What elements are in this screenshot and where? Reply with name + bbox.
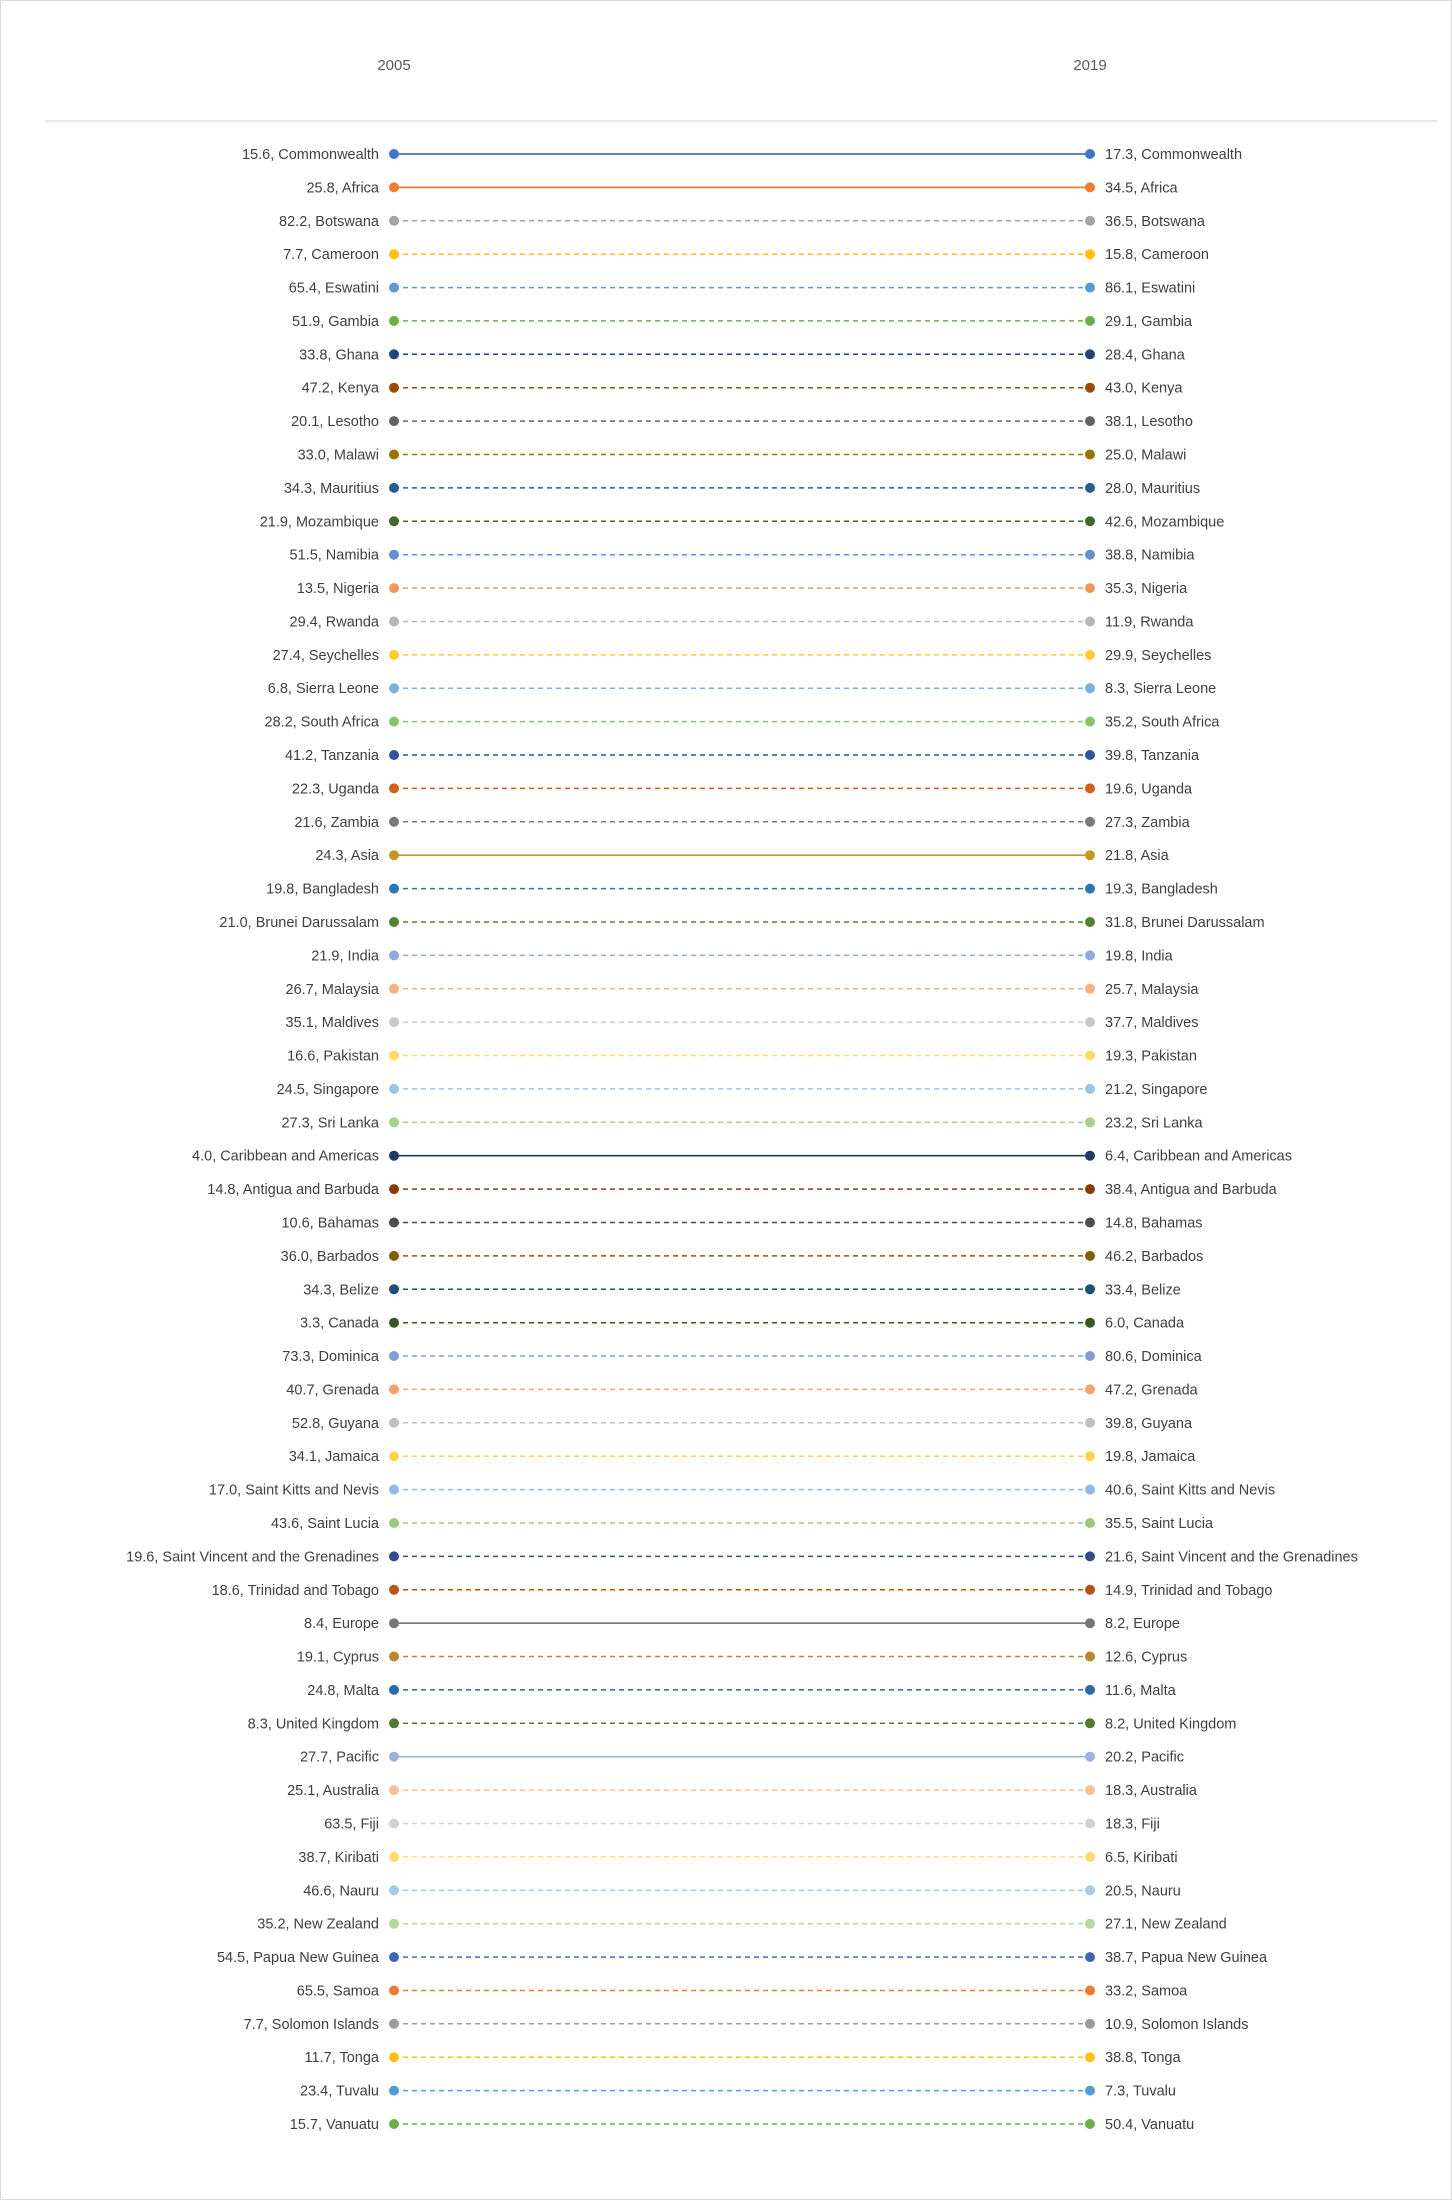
data-label-lesotho-2019: 38.1, Lesotho: [1105, 414, 1193, 431]
data-point-seychelles-2005: [389, 650, 399, 660]
data-label-south-africa-2005: 28.2, South Africa: [264, 714, 379, 731]
data-point-tuvalu-2019: [1085, 2086, 1095, 2096]
data-point-lesotho-2005: [389, 416, 399, 426]
data-label-papua-new-guinea-2005: 54.5, Papua New Guinea: [216, 1950, 379, 1967]
data-point-kenya-2019: [1085, 383, 1095, 393]
data-label-sri-lanka-2005: 27.3, Sri Lanka: [281, 1115, 379, 1132]
data-label-ghana-2005: 33.8, Ghana: [299, 347, 379, 364]
data-label-commonwealth-2005: 15.6, Commonwealth: [241, 147, 379, 163]
data-label-grenada-2005: 40.7, Grenada: [286, 1382, 379, 1399]
data-point-malta-2019: [1085, 1685, 1095, 1695]
data-point-vanuatu-2005: [389, 2119, 399, 2129]
data-point-united-kingdom-2019: [1085, 1718, 1095, 1728]
data-label-sri-lanka-2019: 23.2, Sri Lanka: [1105, 1115, 1203, 1132]
data-label-india-2019: 19.8, India: [1105, 948, 1173, 965]
data-point-india-2005: [389, 950, 399, 960]
data-point-new-zealand-2019: [1085, 1919, 1095, 1929]
data-label-solomon-islands-2005: 7.7, Solomon Islands: [243, 2016, 379, 2033]
data-point-kenya-2005: [389, 383, 399, 393]
data-point-pakistan-2019: [1085, 1051, 1095, 1061]
data-point-namibia-2005: [389, 550, 399, 560]
data-point-saint-lucia-2019: [1085, 1518, 1095, 1528]
x-tick-label-2005: 2005: [377, 57, 411, 74]
data-label-south-africa-2019: 35.2, South Africa: [1105, 714, 1220, 731]
data-point-gambia-2019: [1085, 316, 1095, 326]
data-label-jamaica-2005: 34.1, Jamaica: [288, 1449, 379, 1466]
data-point-botswana-2005: [389, 216, 399, 226]
data-point-mauritius-2019: [1085, 483, 1095, 493]
data-point-solomon-islands-2019: [1085, 2019, 1095, 2029]
data-label-lesotho-2005: 20.1, Lesotho: [291, 414, 379, 431]
data-point-malaysia-2005: [389, 984, 399, 994]
data-label-cameroon-2019: 15.8, Cameroon: [1105, 247, 1209, 264]
data-label-seychelles-2019: 29.9, Seychelles: [1105, 647, 1212, 664]
data-label-cameroon-2005: 7.7, Cameroon: [283, 247, 379, 264]
series-rows: [126, 147, 1358, 2133]
data-point-tanzania-2005: [389, 750, 399, 760]
data-label-sierra-leone-2005: 6.8, Sierra Leone: [267, 681, 379, 698]
data-point-cameroon-2019: [1085, 249, 1095, 259]
data-label-belize-2019: 33.4, Belize: [1105, 1282, 1181, 1299]
data-label-saint-kitts-and-nevis-2019: 40.6, Saint Kitts and Nevis: [1105, 1482, 1276, 1499]
data-point-pacific-2005: [389, 1752, 399, 1762]
data-point-united-kingdom-2005: [389, 1718, 399, 1728]
data-point-commonwealth-2005: [389, 149, 399, 159]
data-point-asia-2019: [1085, 850, 1095, 860]
data-label-uganda-2019: 19.6, Uganda: [1105, 781, 1193, 798]
data-point-mozambique-2019: [1085, 516, 1095, 526]
data-point-new-zealand-2005: [389, 1919, 399, 1929]
data-label-grenada-2019: 47.2, Grenada: [1105, 1382, 1198, 1399]
data-label-barbados-2019: 46.2, Barbados: [1105, 1248, 1204, 1265]
data-point-saint-lucia-2005: [389, 1518, 399, 1528]
data-label-antigua-and-barbuda-2005: 14.8, Antigua and Barbuda: [207, 1182, 379, 1199]
data-label-europe-2019: 8.2, Europe: [1105, 1616, 1180, 1633]
data-point-gambia-2005: [389, 316, 399, 326]
data-label-cyprus-2005: 19.1, Cyprus: [296, 1649, 379, 1666]
data-point-saint-vincent-and-the-grenadines-2019: [1085, 1551, 1095, 1561]
data-label-trinidad-and-tobago-2005: 18.6, Trinidad and Tobago: [211, 1582, 379, 1599]
data-label-commonwealth-2019: 17.3, Commonwealth: [1105, 147, 1243, 163]
data-label-india-2005: 21.9, India: [311, 948, 379, 965]
data-point-antigua-and-barbuda-2005: [389, 1184, 399, 1194]
data-label-botswana-2019: 36.5, Botswana: [1105, 213, 1205, 230]
data-label-dominica-2019: 80.6, Dominica: [1105, 1349, 1202, 1365]
data-point-trinidad-and-tobago-2019: [1085, 1585, 1095, 1595]
data-point-nauru-2019: [1085, 1885, 1095, 1895]
data-label-caribbean-and-americas-2005: 4.0, Caribbean and Americas: [192, 1148, 379, 1165]
data-label-vanuatu-2019: 50.4, Vanuatu: [1105, 2117, 1195, 2133]
data-label-maldives-2005: 35.1, Maldives: [285, 1015, 379, 1032]
data-label-rwanda-2019: 11.9, Rwanda: [1105, 614, 1194, 631]
data-label-bangladesh-2005: 19.8, Bangladesh: [266, 881, 379, 898]
data-label-bangladesh-2019: 19.3, Bangladesh: [1105, 881, 1218, 898]
data-label-singapore-2019: 21.2, Singapore: [1105, 1081, 1208, 1098]
data-label-solomon-islands-2019: 10.9, Solomon Islands: [1105, 2016, 1249, 2033]
data-label-guyana-2019: 39.8, Guyana: [1105, 1415, 1193, 1432]
data-point-nigeria-2005: [389, 583, 399, 593]
data-point-sierra-leone-2005: [389, 683, 399, 693]
data-point-india-2019: [1085, 950, 1095, 960]
data-point-saint-kitts-and-nevis-2005: [389, 1485, 399, 1495]
data-label-tonga-2019: 38.8, Tonga: [1105, 2050, 1181, 2067]
data-point-bahamas-2019: [1085, 1218, 1095, 1228]
data-point-samoa-2019: [1085, 1986, 1095, 1996]
data-point-solomon-islands-2005: [389, 2019, 399, 2029]
data-point-tuvalu-2005: [389, 2086, 399, 2096]
x-tick-label-2019: 2019: [1073, 57, 1107, 74]
data-label-new-zealand-2019: 27.1, New Zealand: [1105, 1916, 1227, 1933]
data-point-malawi-2005: [389, 450, 399, 460]
data-point-pacific-2019: [1085, 1752, 1095, 1762]
data-point-cyprus-2005: [389, 1652, 399, 1662]
data-point-south-africa-2005: [389, 717, 399, 727]
data-point-eswatini-2019: [1085, 283, 1095, 293]
data-label-papua-new-guinea-2019: 38.7, Papua New Guinea: [1105, 1950, 1268, 1967]
data-point-grenada-2005: [389, 1384, 399, 1394]
data-point-fiji-2005: [389, 1819, 399, 1829]
data-label-gambia-2005: 51.9, Gambia: [291, 313, 379, 330]
data-point-cyprus-2019: [1085, 1652, 1095, 1662]
data-point-samoa-2005: [389, 1986, 399, 1996]
data-label-tanzania-2005: 41.2, Tanzania: [284, 748, 379, 764]
data-point-fiji-2019: [1085, 1819, 1095, 1829]
data-label-antigua-and-barbuda-2019: 38.4, Antigua and Barbuda: [1105, 1182, 1277, 1199]
data-point-lesotho-2019: [1085, 416, 1095, 426]
data-label-fiji-2019: 18.3, Fiji: [1105, 1816, 1160, 1833]
data-point-guyana-2019: [1085, 1418, 1095, 1428]
data-point-asia-2005: [389, 850, 399, 860]
data-label-rwanda-2005: 29.4, Rwanda: [289, 614, 379, 631]
data-label-kiribati-2005: 38.7, Kiribati: [298, 1849, 379, 1866]
data-label-pacific-2019: 20.2, Pacific: [1105, 1749, 1184, 1766]
data-point-dominica-2019: [1085, 1351, 1095, 1361]
data-point-nigeria-2019: [1085, 583, 1095, 593]
data-point-cameroon-2005: [389, 249, 399, 259]
data-point-malta-2005: [389, 1685, 399, 1695]
data-label-tonga-2005: 11.7, Tonga: [304, 2050, 379, 2067]
data-label-pakistan-2019: 19.3, Pakistan: [1105, 1048, 1197, 1065]
data-point-mauritius-2005: [389, 483, 399, 493]
slope-chart: [1, 1, 1452, 2201]
data-point-nauru-2005: [389, 1885, 399, 1895]
data-point-europe-2019: [1085, 1618, 1095, 1628]
data-label-eswatini-2019: 86.1, Eswatini: [1105, 280, 1196, 297]
data-label-malaysia-2019: 25.7, Malaysia: [1105, 981, 1199, 998]
data-point-saint-kitts-and-nevis-2019: [1085, 1485, 1095, 1495]
data-label-new-zealand-2005: 35.2, New Zealand: [257, 1916, 379, 1933]
data-label-bahamas-2005: 10.6, Bahamas: [281, 1215, 379, 1232]
data-label-sierra-leone-2019: 8.3, Sierra Leone: [1105, 681, 1217, 698]
data-label-canada-2019: 6.0, Canada: [1105, 1315, 1185, 1332]
data-label-malta-2005: 24.8, Malta: [307, 1682, 379, 1699]
data-point-africa-2019: [1085, 182, 1095, 192]
data-label-zambia-2019: 27.3, Zambia: [1105, 814, 1190, 831]
data-label-pacific-2005: 27.7, Pacific: [300, 1749, 379, 1766]
data-label-gambia-2019: 29.1, Gambia: [1105, 313, 1193, 330]
data-point-sri-lanka-2005: [389, 1117, 399, 1127]
data-point-zambia-2019: [1085, 817, 1095, 827]
data-label-malta-2019: 11.6, Malta: [1105, 1682, 1176, 1699]
data-label-trinidad-and-tobago-2019: 14.9, Trinidad and Tobago: [1105, 1582, 1273, 1599]
data-label-uganda-2005: 22.3, Uganda: [291, 781, 379, 798]
data-point-papua-new-guinea-2005: [389, 1952, 399, 1962]
data-label-australia-2019: 18.3, Australia: [1105, 1783, 1197, 1800]
data-point-australia-2005: [389, 1785, 399, 1795]
data-label-samoa-2005: 65.5, Samoa: [296, 1983, 379, 2000]
data-label-eswatini-2005: 65.4, Eswatini: [288, 280, 379, 297]
data-point-malawi-2019: [1085, 450, 1095, 460]
data-label-africa-2005: 25.8, Africa: [306, 180, 379, 197]
data-point-australia-2019: [1085, 1785, 1095, 1795]
data-point-bahamas-2005: [389, 1218, 399, 1228]
data-point-tonga-2019: [1085, 2052, 1095, 2062]
data-point-sri-lanka-2019: [1085, 1117, 1095, 1127]
data-label-malaysia-2005: 26.7, Malaysia: [285, 981, 379, 998]
data-point-malaysia-2019: [1085, 984, 1095, 994]
data-label-brunei-darussalam-2005: 21.0, Brunei Darussalam: [219, 915, 379, 931]
data-label-malawi-2005: 33.0, Malawi: [297, 447, 379, 464]
data-point-namibia-2019: [1085, 550, 1095, 560]
data-point-barbados-2005: [389, 1251, 399, 1261]
data-point-belize-2005: [389, 1284, 399, 1294]
data-label-maldives-2019: 37.7, Maldives: [1105, 1015, 1199, 1032]
data-point-sierra-leone-2019: [1085, 683, 1095, 693]
data-point-rwanda-2019: [1085, 617, 1095, 627]
data-point-dominica-2005: [389, 1351, 399, 1361]
data-label-tuvalu-2005: 23.4, Tuvalu: [300, 2083, 379, 2100]
data-label-guyana-2005: 52.8, Guyana: [291, 1415, 379, 1432]
data-label-pakistan-2005: 16.6, Pakistan: [287, 1048, 379, 1065]
data-label-tuvalu-2019: 7.3, Tuvalu: [1105, 2083, 1176, 2100]
data-label-zambia-2005: 21.6, Zambia: [294, 814, 379, 831]
data-point-vanuatu-2019: [1085, 2119, 1095, 2129]
data-point-canada-2019: [1085, 1318, 1095, 1328]
data-label-nigeria-2005: 13.5, Nigeria: [296, 581, 379, 598]
data-label-united-kingdom-2019: 8.2, United Kingdom: [1105, 1716, 1237, 1733]
data-label-asia-2005: 24.3, Asia: [315, 848, 379, 865]
data-point-trinidad-and-tobago-2005: [389, 1585, 399, 1595]
data-label-australia-2005: 25.1, Australia: [287, 1783, 379, 1800]
data-label-africa-2019: 34.5, Africa: [1105, 180, 1178, 197]
data-label-kenya-2019: 43.0, Kenya: [1105, 380, 1183, 397]
data-point-pakistan-2005: [389, 1051, 399, 1061]
data-point-botswana-2019: [1085, 216, 1095, 226]
data-point-jamaica-2019: [1085, 1451, 1095, 1461]
data-point-uganda-2019: [1085, 783, 1095, 793]
data-label-botswana-2005: 82.2, Botswana: [279, 213, 379, 230]
data-point-zambia-2005: [389, 817, 399, 827]
data-point-maldives-2005: [389, 1017, 399, 1027]
data-point-antigua-and-barbuda-2019: [1085, 1184, 1095, 1194]
data-point-jamaica-2005: [389, 1451, 399, 1461]
data-label-mozambique-2019: 42.6, Mozambique: [1105, 514, 1225, 531]
data-label-nigeria-2019: 35.3, Nigeria: [1105, 581, 1188, 598]
data-point-south-africa-2019: [1085, 717, 1095, 727]
data-label-brunei-darussalam-2019: 31.8, Brunei Darussalam: [1105, 915, 1265, 931]
data-label-namibia-2005: 51.5, Namibia: [289, 547, 379, 564]
data-label-kenya-2005: 47.2, Kenya: [301, 380, 379, 397]
data-label-malawi-2019: 25.0, Malawi: [1105, 447, 1187, 464]
data-label-mauritius-2019: 28.0, Mauritius: [1105, 480, 1201, 497]
data-point-singapore-2019: [1085, 1084, 1095, 1094]
data-point-seychelles-2019: [1085, 650, 1095, 660]
data-label-barbados-2005: 36.0, Barbados: [280, 1248, 379, 1265]
data-point-singapore-2005: [389, 1084, 399, 1094]
data-label-fiji-2005: 63.5, Fiji: [324, 1816, 379, 1833]
data-point-belize-2019: [1085, 1284, 1095, 1294]
data-point-bangladesh-2019: [1085, 884, 1095, 894]
data-label-caribbean-and-americas-2019: 6.4, Caribbean and Americas: [1105, 1148, 1292, 1165]
data-label-asia-2019: 21.8, Asia: [1105, 848, 1169, 865]
data-point-ghana-2005: [389, 349, 399, 359]
data-point-tonga-2005: [389, 2052, 399, 2062]
data-label-singapore-2005: 24.5, Singapore: [276, 1081, 379, 1098]
data-label-saint-kitts-and-nevis-2005: 17.0, Saint Kitts and Nevis: [208, 1482, 379, 1499]
data-point-eswatini-2005: [389, 283, 399, 293]
data-point-ghana-2019: [1085, 349, 1095, 359]
data-point-uganda-2005: [389, 783, 399, 793]
data-label-saint-lucia-2005: 43.6, Saint Lucia: [270, 1516, 379, 1532]
data-point-grenada-2019: [1085, 1384, 1095, 1394]
data-label-jamaica-2019: 19.8, Jamaica: [1105, 1449, 1196, 1466]
data-label-seychelles-2005: 27.4, Seychelles: [272, 647, 379, 664]
data-point-brunei-darussalam-2019: [1085, 917, 1095, 927]
data-point-kiribati-2005: [389, 1852, 399, 1862]
data-label-samoa-2019: 33.2, Samoa: [1105, 1983, 1188, 2000]
data-label-saint-vincent-and-the-grenadines-2005: 19.6, Saint Vincent and the Grenadines: [126, 1549, 379, 1566]
data-point-barbados-2019: [1085, 1251, 1095, 1261]
data-point-caribbean-and-americas-2005: [389, 1151, 399, 1161]
data-point-mozambique-2005: [389, 516, 399, 526]
data-label-dominica-2005: 73.3, Dominica: [282, 1349, 379, 1365]
data-label-bahamas-2019: 14.8, Bahamas: [1105, 1215, 1203, 1232]
data-label-vanuatu-2005: 15.7, Vanuatu: [289, 2117, 379, 2133]
data-point-europe-2005: [389, 1618, 399, 1628]
data-label-ghana-2019: 28.4, Ghana: [1105, 347, 1185, 364]
data-point-rwanda-2005: [389, 617, 399, 627]
data-label-belize-2005: 34.3, Belize: [303, 1282, 379, 1299]
data-point-papua-new-guinea-2019: [1085, 1952, 1095, 1962]
data-label-united-kingdom-2005: 8.3, United Kingdom: [247, 1716, 379, 1733]
data-label-cyprus-2019: 12.6, Cyprus: [1105, 1649, 1188, 1666]
data-label-nauru-2019: 20.5, Nauru: [1105, 1883, 1181, 1900]
data-point-bangladesh-2005: [389, 884, 399, 894]
data-label-mozambique-2005: 21.9, Mozambique: [259, 514, 379, 531]
data-label-saint-lucia-2019: 35.5, Saint Lucia: [1105, 1516, 1214, 1532]
data-point-africa-2005: [389, 182, 399, 192]
data-label-mauritius-2005: 34.3, Mauritius: [283, 480, 379, 497]
data-point-tanzania-2019: [1085, 750, 1095, 760]
data-label-kiribati-2019: 6.5, Kiribati: [1105, 1849, 1178, 1866]
data-point-commonwealth-2019: [1085, 149, 1095, 159]
data-point-saint-vincent-and-the-grenadines-2005: [389, 1551, 399, 1561]
data-point-maldives-2019: [1085, 1017, 1095, 1027]
data-point-kiribati-2019: [1085, 1852, 1095, 1862]
data-label-saint-vincent-and-the-grenadines-2019: 21.6, Saint Vincent and the Grenadines: [1105, 1549, 1358, 1566]
data-point-caribbean-and-americas-2019: [1085, 1151, 1095, 1161]
data-label-tanzania-2019: 39.8, Tanzania: [1105, 748, 1200, 764]
data-label-europe-2005: 8.4, Europe: [304, 1616, 379, 1633]
data-point-brunei-darussalam-2005: [389, 917, 399, 927]
data-point-guyana-2005: [389, 1418, 399, 1428]
data-label-canada-2005: 3.3, Canada: [299, 1315, 379, 1332]
data-point-canada-2005: [389, 1318, 399, 1328]
data-label-nauru-2005: 46.6, Nauru: [303, 1883, 379, 1900]
data-label-namibia-2019: 38.8, Namibia: [1105, 547, 1195, 564]
